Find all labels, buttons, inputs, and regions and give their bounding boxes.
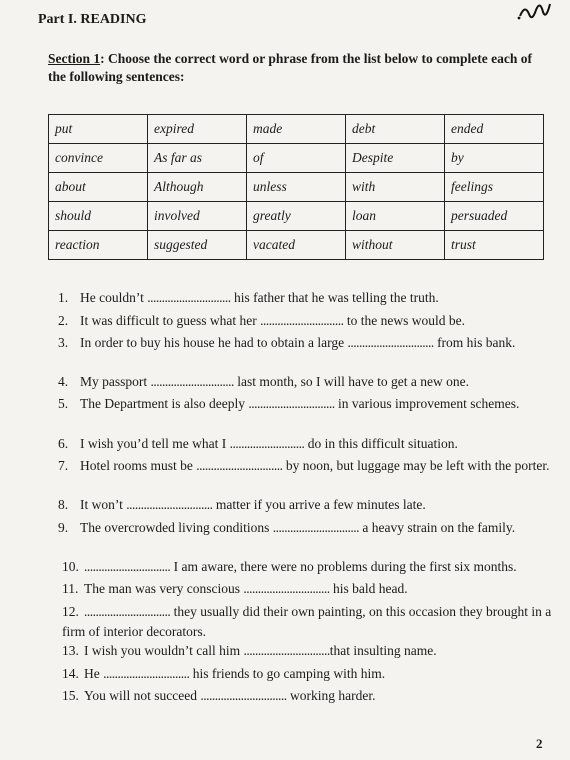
question-number: 13. — [62, 643, 79, 658]
word-table-row — [49, 115, 544, 144]
question-text-before: The Department is also deeply — [80, 396, 249, 411]
word-cell: should — [49, 202, 148, 231]
section-label: Section 1 — [48, 51, 101, 66]
question-text-before: The overcrowded living conditions — [80, 520, 273, 535]
question-item — [62, 557, 570, 577]
question-item — [62, 602, 570, 642]
question-text-after: from his bank. — [433, 335, 516, 350]
question-text-after: his friends to go camping with him. — [189, 666, 386, 681]
word-cell: trust — [445, 231, 544, 260]
word-cell: Although — [148, 173, 247, 202]
word-cell: vacated — [247, 231, 346, 260]
word-cell: Despite — [346, 144, 445, 173]
question-number: 5. — [58, 396, 69, 411]
answer-blank[interactable]: .............................. — [84, 559, 171, 574]
word-cell: debt — [346, 115, 445, 144]
question-text-before: It won’t — [80, 497, 127, 512]
answer-blank[interactable]: .............................. — [103, 666, 190, 681]
question-number: 12. — [62, 604, 79, 619]
question-number: 2. — [58, 313, 69, 328]
question-item — [58, 288, 568, 308]
word-cell: by — [445, 144, 544, 173]
question-number: 8. — [58, 497, 69, 512]
question-number: 7. — [58, 458, 69, 473]
word-cell: involved — [148, 202, 247, 231]
word-list-table — [48, 114, 544, 260]
word-cell: expired — [148, 115, 247, 144]
word-cell: persuaded — [445, 202, 544, 231]
word-cell: of — [247, 144, 346, 173]
word-cell: ended — [445, 115, 544, 144]
question-text-after: in various improvement schemes. — [334, 396, 520, 411]
answer-blank[interactable]: .............................. — [200, 688, 287, 703]
answer-blank[interactable]: .......................... — [229, 436, 305, 451]
question-item — [62, 579, 570, 599]
question-text-after: his bald head. — [329, 581, 408, 596]
section-heading — [48, 50, 548, 86]
word-cell: made — [247, 115, 346, 144]
question-text-before: You will not succeed — [84, 688, 201, 703]
question-item — [58, 333, 568, 353]
question-text-before: I wish you’d tell me what I — [80, 436, 230, 451]
question-item — [58, 495, 568, 515]
question-item — [58, 518, 568, 538]
answer-blank[interactable]: .............................. — [126, 497, 213, 512]
word-cell: without — [346, 231, 445, 260]
question-item — [62, 686, 570, 706]
question-text-before: Hotel rooms must be — [80, 458, 197, 473]
question-text-after: a heavy strain on the family. — [358, 520, 516, 535]
handwritten-mark — [516, 0, 556, 26]
answer-blank[interactable]: .............................. — [243, 643, 330, 658]
question-item — [58, 456, 568, 476]
question-text-after: they usually did their own painting, on this occasion they brought in a firm of interior decorators. — [62, 604, 552, 639]
word-cell: feelings — [445, 173, 544, 202]
question-number: 15. — [62, 688, 79, 703]
question-item — [58, 434, 568, 454]
question-number: 14. — [62, 666, 79, 681]
question-text-after: his father that he was telling the truth. — [230, 290, 439, 305]
question-text-before: The man was very conscious — [84, 581, 244, 596]
answer-blank[interactable]: .............................. — [248, 396, 335, 411]
answer-blank[interactable]: ............................. — [147, 290, 231, 305]
question-item — [62, 641, 570, 661]
word-cell: greatly — [247, 202, 346, 231]
word-table-row — [49, 231, 544, 260]
question-number: 4. — [58, 374, 69, 389]
word-cell: put — [49, 115, 148, 144]
question-text-before: My passport — [80, 374, 151, 389]
question-text-after: matter if you arrive a few minutes late. — [212, 497, 426, 512]
question-text-before: He couldn’t — [80, 290, 148, 305]
word-cell: loan — [346, 202, 445, 231]
question-number: 6. — [58, 436, 69, 451]
question-text-before: In order to buy his house he had to obtain a large — [80, 335, 348, 350]
question-text-before: I wish you wouldn’t call him — [84, 643, 244, 658]
answer-blank[interactable]: .............................. — [272, 520, 359, 535]
word-table-row — [49, 144, 544, 173]
section-instruction: : Choose the correct word or phrase from the list below to complete each of the following sentences: — [48, 51, 533, 84]
question-text-after: do in this difficult situation. — [304, 436, 458, 451]
answer-blank[interactable]: .............................. — [243, 581, 330, 596]
word-cell: with — [346, 173, 445, 202]
question-number: 9. — [58, 520, 69, 535]
word-cell: unless — [247, 173, 346, 202]
question-number: 11. — [62, 581, 79, 596]
word-cell: suggested — [148, 231, 247, 260]
word-cell: about — [49, 173, 148, 202]
question-item — [58, 394, 568, 414]
question-text-after: working harder. — [286, 688, 376, 703]
question-text-before: He — [84, 666, 104, 681]
question-text-before: It was difficult to guess what her — [80, 313, 261, 328]
answer-blank[interactable]: ............................. — [150, 374, 234, 389]
question-text-after: to the news would be. — [343, 313, 465, 328]
page-number: 2 — [536, 736, 543, 751]
answer-blank[interactable]: ............................. — [260, 313, 344, 328]
question-item — [58, 372, 568, 392]
question-item — [58, 311, 568, 331]
answer-blank[interactable]: .............................. — [84, 604, 171, 619]
word-cell: reaction — [49, 231, 148, 260]
word-cell: convince — [49, 144, 148, 173]
word-table-row — [49, 173, 544, 202]
word-cell: As far as — [148, 144, 247, 173]
answer-blank[interactable]: .............................. — [196, 458, 283, 473]
question-item — [62, 664, 570, 684]
word-table-row — [49, 202, 544, 231]
question-number: 3. — [58, 335, 69, 350]
question-text-after: last month, so I will have to get a new one. — [233, 374, 469, 389]
question-number: 10. — [62, 559, 79, 574]
page-title: Part I. READING — [38, 12, 147, 27]
question-text-after: I am aware, there were no problems during the first six months. — [170, 559, 517, 574]
answer-blank[interactable]: .............................. — [347, 335, 434, 350]
question-text-after: by noon, but luggage may be left with the porter. — [282, 458, 550, 473]
question-text-after: that insulting name. — [329, 643, 437, 658]
question-number: 1. — [58, 290, 69, 305]
